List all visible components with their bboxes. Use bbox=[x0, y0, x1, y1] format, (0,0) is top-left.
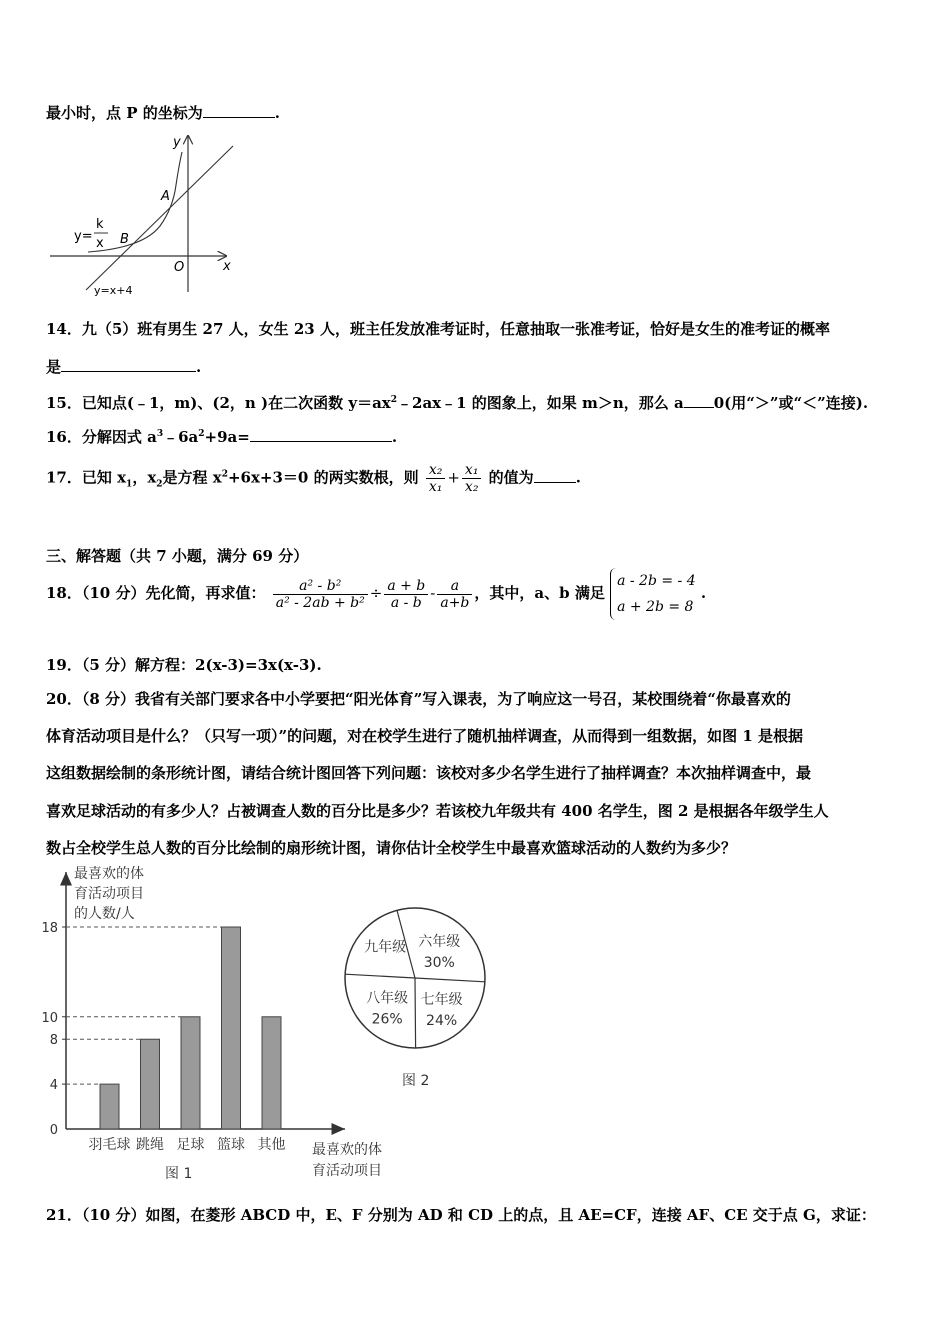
x-category-label: 篮球 bbox=[217, 1137, 245, 1153]
answer-blank bbox=[534, 470, 576, 483]
fraction: $\frac{\text{x₁}}{\text{x₂}}$ bbox=[462, 462, 482, 495]
origin-label: O bbox=[174, 260, 185, 275]
q15-line: 15．已知点(﹣1，m)、(2，n )在二次函数 $y=ax^2﹣2ax﹣1$ 的图象上，如果 m＞n，那么 a 0(用“＞”或“＜”连接). bbox=[46, 394, 869, 412]
q20-line4: 喜欢足球活动的有多少人？占被调查人数的百分比是多少？若该校九年级共有 400 名学生，图 2 是根据各年级学生人 bbox=[46, 802, 829, 820]
y-axis-title-2: 育活动项目 bbox=[74, 886, 144, 902]
y-axis-title-3: 的人数/人 bbox=[74, 906, 135, 922]
q20-line5: 数占全校学生总人数的百分比绘制的扇形统计图，请你估计全校学生中最喜欢篮球活动的人数约为多少？ bbox=[46, 839, 737, 857]
fraction: $\frac{a + b}{a - b}$ bbox=[384, 578, 428, 611]
slice-label: 八年级 bbox=[366, 990, 409, 1007]
q17-line: 17．已知 $x_1$，$x_2$是方程 $x^2+6x+3=0$ 的两实数根，则 $\frac{\text{x₂}}{\text{x₁}}$ + $\frac{\text{x₁}}{\text{x₂}}$ 的值为 . bbox=[46, 462, 581, 495]
q20-line3: 这组数据绘制的条形统计图，请结合统计图回答下列问题：该校对多少名学生进行了抽样调查？本次抽样调查中，最 bbox=[46, 764, 812, 782]
answer-blank bbox=[684, 395, 714, 408]
slice-percent: 24% bbox=[426, 1012, 458, 1029]
slice-percent: 26% bbox=[371, 1011, 403, 1028]
x-category-label: 羽毛球 bbox=[88, 1137, 131, 1153]
slice-label: 九年级 bbox=[364, 939, 407, 956]
y-tick-label: 4 bbox=[49, 1078, 58, 1094]
q14-line1: 14．九（5）班有男生 27 人，女生 23 人，班主任发放准考证时，任意抽取一张准考证，恰好是女生的准考证的概率 bbox=[46, 320, 830, 338]
y-tick-label: 0 bbox=[49, 1123, 58, 1138]
curve-label-x: x bbox=[96, 236, 104, 251]
y-axis-title-1: 最喜欢的体 bbox=[74, 866, 144, 882]
x-category-label: 其他 bbox=[257, 1137, 286, 1153]
q20-line1: 20．（8 分）我省有关部门要求各中小学要把“阳光体育”写入课表，为了响应这一号召，某校围绕着“你最喜欢的 bbox=[46, 690, 791, 708]
q13-line: 最小时，点 P 的坐标为 . bbox=[46, 104, 280, 122]
pie-chart bbox=[340, 905, 500, 1095]
slice-boundary bbox=[345, 974, 415, 978]
x-axis-title-1: 最喜欢的体 bbox=[312, 1142, 382, 1158]
slice-label: 六年级 bbox=[418, 934, 461, 951]
q16-line: 16．分解因式 $a^3﹣6a^2+9a=$ . bbox=[46, 428, 398, 446]
q21-line: 21．（10 分）如图，在菱形 ABCD 中，E、F 分别为 AD 和 CD 上的点，且 AE=CF，连接 AF、CE 交于点 G，求证： bbox=[46, 1206, 876, 1224]
answer-blank bbox=[203, 105, 275, 118]
x-axis-label: x bbox=[223, 259, 231, 274]
fraction: $\frac{\text{x₂}}{\text{x₁}}$ bbox=[426, 462, 446, 495]
section-heading: 三、解答题（共 7 小题，满分 69 分） bbox=[46, 547, 309, 565]
slice-boundary bbox=[415, 978, 416, 1048]
curve-label: y= bbox=[74, 229, 93, 244]
equation-system: a - 2b = - 4 a + 2b = 8 bbox=[610, 568, 696, 620]
hyperbola-line-graph bbox=[48, 130, 248, 300]
q14-line2: 是 . bbox=[46, 358, 202, 376]
point-b-label: B bbox=[120, 232, 129, 247]
bar-足球 bbox=[181, 1017, 200, 1129]
figure-1-caption: 图 1 bbox=[165, 1166, 193, 1182]
curve-label-k: k bbox=[96, 217, 104, 232]
slice-percent: 30% bbox=[423, 955, 455, 972]
bar-羽毛球 bbox=[100, 1084, 119, 1129]
figure-2-caption: 图 2 bbox=[402, 1073, 430, 1089]
x-category-label: 跳绳 bbox=[136, 1137, 164, 1153]
bar-跳绳 bbox=[141, 1039, 160, 1129]
answer-blank bbox=[61, 359, 196, 372]
line-label: y=x+4 bbox=[94, 284, 133, 297]
bar-篮球 bbox=[222, 927, 241, 1129]
fraction: $\frac{a}{a+b}$ bbox=[437, 578, 472, 611]
bar-其他 bbox=[262, 1017, 281, 1129]
q19-line: 19．（5 分）解方程：2(x-3)=3x(x-3). bbox=[46, 656, 322, 674]
q20-line2: 体育活动项目是什么？（只写一项）”的问题，对在校学生进行了随机抽样调查，从而得到一组数据，如图 1 是根据 bbox=[46, 727, 804, 745]
fraction: $\frac{\text{a² - b²}}{\text{a² - 2ab + b²}}$ bbox=[273, 578, 368, 611]
x-axis-title-2: 育活动项目 bbox=[312, 1163, 382, 1179]
y-axis-label: y bbox=[173, 135, 181, 150]
point-a-label: A bbox=[161, 189, 170, 204]
x-category-label: 足球 bbox=[176, 1137, 205, 1153]
line-y-x-plus-4 bbox=[86, 146, 233, 290]
y-tick-label: 10 bbox=[41, 1010, 58, 1026]
q18-line: 18．（10 分）先化简，再求值： $\frac{\text{a² - b²}}{\text{a² - 2ab + b²}}$ ÷ $\frac{a + b}{a - b}$ - $\frac{a}{a+b}$ ，其中，a、b 满足 a - 2b = - 4 a + 2b = 8 . bbox=[46, 568, 706, 620]
slice-boundary bbox=[415, 978, 485, 982]
y-tick-label: 8 bbox=[49, 1033, 58, 1049]
slice-label: 七年级 bbox=[420, 991, 463, 1008]
answer-blank bbox=[250, 429, 392, 442]
y-tick-label: 18 bbox=[41, 921, 58, 936]
